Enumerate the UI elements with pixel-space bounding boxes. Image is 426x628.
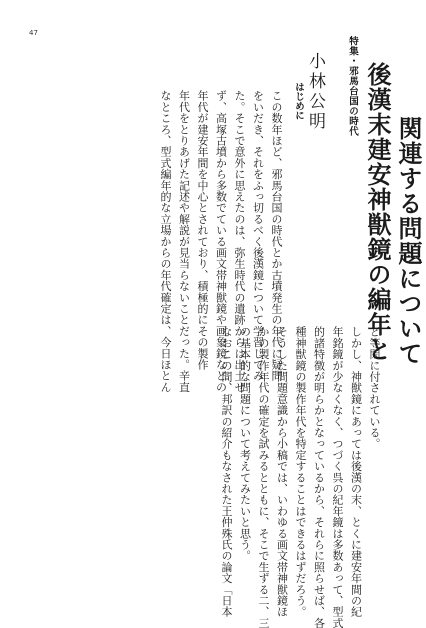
body-line: なところ、型式編年的な立場からの年代確定は、今日ほとん [159,90,172,393]
body-line: ど等閑に付されている。 [368,326,381,450]
body-line: ず、高塚古墳から多数でている画文帯神獣鏡や画象鏡などの [214,90,228,393]
body-line: 種神獣鏡の製作年代を特定することはできるはずだろう。 [294,326,307,618]
body-line: をいだき、それをふっ切るべく後漢鏡について学習してみ [251,90,265,382]
body-line: 年銘鏡が少なくなく、つづく呉の紀年鏡は多数あって、型式 [331,326,344,628]
body-line: の基本的な問題について考えてみたいと思う。 [238,326,252,562]
body-line: 的諸特徴が明らかとなっているから、それらに照らせば、各 [312,326,326,628]
body-line: この数年ほど、邪馬台国の時代とか古墳発生の年代に疑問 [270,90,283,382]
body-line: かの製作年代の確定を試みるとともに、そこで生ずる二、三 [257,326,270,628]
body-line: 年代が建安年間を中心とされており、積極的にその製作 [196,90,209,370]
body-line: た。そこで意外に思えたのは、弥生時代の遺跡からは出土せ [233,90,246,393]
series-label: 特集・邪馬台国の時代 [347,36,358,136]
page-number: 47 [29,29,38,37]
body-line: なおこの間、邦訳の紹介もなされた王仲殊氏の論文「日本 [220,326,233,618]
body-line: しかし、神獣鏡にあっては後漢の末、とくに建安年間の紀 [349,326,363,618]
section-heading-introduction: はじめに [293,82,304,120]
body-line: 年代をとりあげた記述や解説が見当らないことだった。辛直 [177,90,191,393]
body-line: そうした問題意識から小稿では、いわゆる画文帯神獣鏡ほ [275,326,289,618]
author-name: 小林公明 [305,52,325,132]
body-text-lower [217,326,384,628]
article-title-line-2: 関連する問題について [394,116,422,366]
article-title-line-1: 後漢末建安神獣鏡の編年と [363,62,391,362]
